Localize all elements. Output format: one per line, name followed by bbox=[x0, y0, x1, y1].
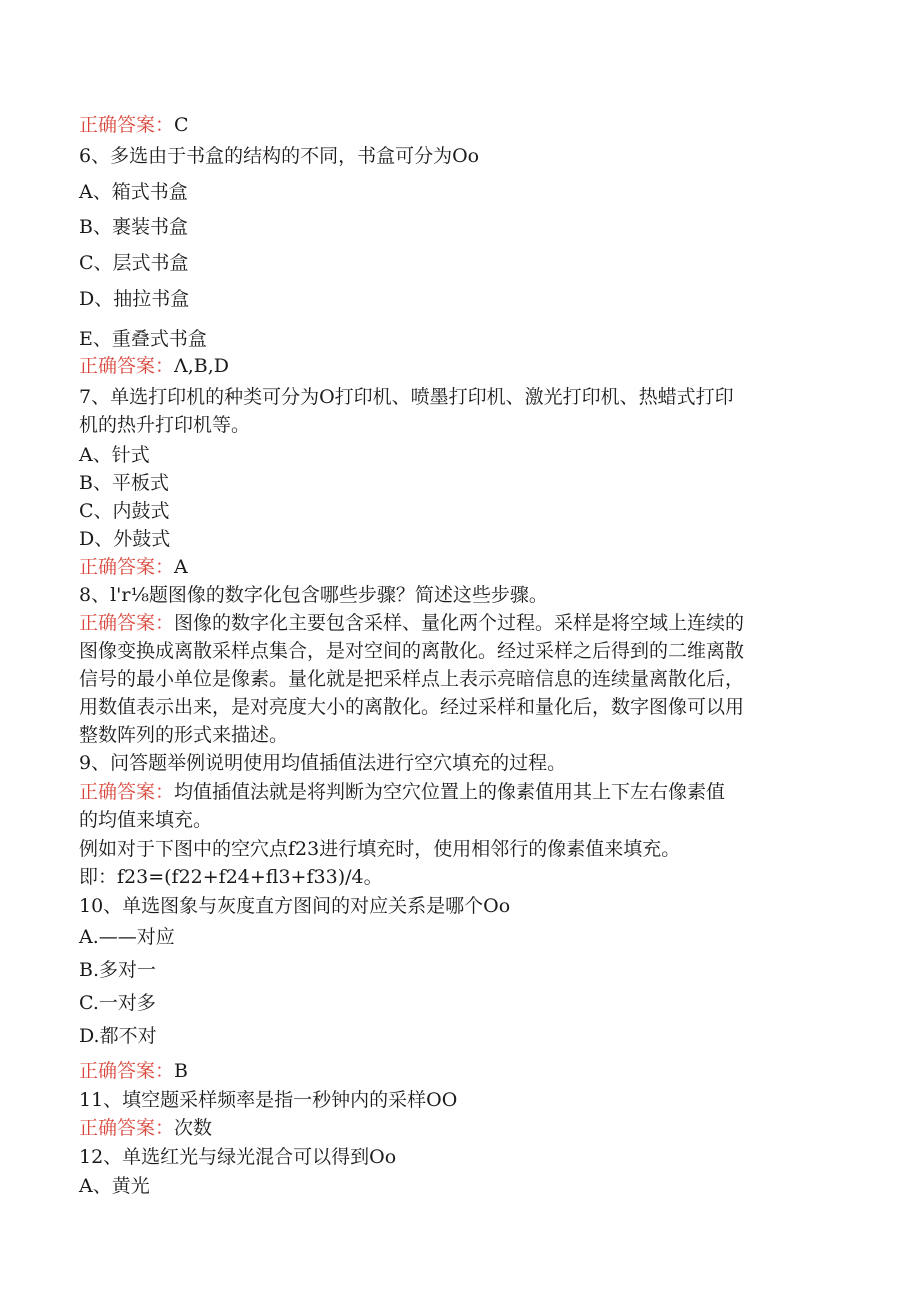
q6-option-b: B、裹装书盒 bbox=[79, 216, 188, 238]
q7-option-b: B、平板式 bbox=[79, 472, 169, 494]
q12-option-a: A、黄光 bbox=[79, 1175, 150, 1197]
q10-stem: 10、单选图象与灰度直方图间的对应关系是哪个Oo bbox=[79, 895, 511, 917]
answer-label: 正确答案： bbox=[79, 1117, 175, 1139]
q6-answer-line bbox=[79, 353, 229, 379]
q6-option-e: E、重叠式书盒 bbox=[79, 328, 207, 350]
q9-stem: 9、问答题举例说明使用均值插值法进行空穴填充的过程。 bbox=[79, 752, 567, 774]
q6-answer-value: Λ,B,D bbox=[174, 355, 230, 377]
q8-answer-line-1 bbox=[79, 610, 744, 636]
q6-option-d: D、抽拉书盒 bbox=[79, 288, 190, 310]
q7-option-a: A、针式 bbox=[79, 444, 150, 466]
q8-answer-line-4: 用数值表示出来，是对亮度大小的离散化。经过采样和量化后，数字图像可以用 bbox=[79, 696, 745, 718]
q7-option-c: C、内鼓式 bbox=[79, 500, 170, 522]
q10-answer-value: B bbox=[174, 1060, 188, 1082]
q9-answer-line-3: 例如对于下图中的空穴点f23进行填充时，使用相邻行的像素值来填充。 bbox=[79, 838, 681, 860]
q10-option-a: A.——对应 bbox=[79, 926, 175, 948]
q8-answer-line-2: 图像变换成离散采样点集合，是对空间的离散化。经过采样之后得到的二维离散 bbox=[79, 640, 745, 662]
q7-option-d: D、外鼓式 bbox=[79, 528, 171, 550]
answer-label: 正确答案： bbox=[79, 355, 175, 377]
q9-answer-line-4: 即：f23=(f22+f24+fl3+f33)/4。 bbox=[79, 866, 383, 888]
q7-stem-line-2: 机的热升打印机等。 bbox=[79, 414, 251, 436]
q9-answer-line-1 bbox=[79, 779, 725, 805]
answer-label: 正确答案： bbox=[79, 114, 175, 136]
q11-stem: 11、填空题采样频率是指一秒钟内的采样OO bbox=[79, 1089, 458, 1111]
q9-answer-line-2: 的均值来填充。 bbox=[79, 809, 213, 831]
q10-answer-line bbox=[79, 1058, 188, 1084]
answer-label: 正确答案： bbox=[79, 612, 175, 634]
answer-label: 正确答案： bbox=[79, 781, 175, 803]
q8-answer-text-1: 图像的数字化主要包含采样、量化两个过程。采样是将空域上连续的 bbox=[174, 612, 745, 634]
q10-option-d: D.都不对 bbox=[79, 1025, 157, 1047]
q6-option-c: C、层式书盒 bbox=[79, 252, 189, 274]
q8-answer-line-3: 信号的最小单位是像素。量化就是把采样点上表示亮暗信息的连续量离散化后， bbox=[79, 668, 745, 690]
answer-label: 正确答案： bbox=[79, 556, 175, 578]
q8-answer-line-5: 整数阵列的形式来描述。 bbox=[79, 724, 289, 746]
q9-answer-text-1: 均值插值法就是将判断为空穴位置上的像素值用其上下左右像素值 bbox=[174, 781, 726, 803]
q7-answer-value: A bbox=[174, 556, 188, 578]
q7-stem-line-1: 7、单选打印机的种类可分为O打印机、喷墨打印机、激光打印机、热蜡式打印 bbox=[79, 386, 734, 408]
q12-stem: 12、单选红光与绿光混合可以得到Oo bbox=[79, 1146, 397, 1168]
q6-option-a: A、箱式书盒 bbox=[79, 181, 188, 203]
q7-answer-line bbox=[79, 554, 188, 580]
q11-answer-value: 次数 bbox=[174, 1117, 213, 1139]
q6-stem: 6、多选由于书盒的结构的不同，书盒可分为Oo bbox=[79, 145, 480, 167]
q10-option-b: B.多对一 bbox=[79, 959, 157, 981]
answer-label: 正确答案： bbox=[79, 1060, 175, 1082]
q5-answer-line bbox=[79, 112, 189, 138]
q11-answer-line bbox=[79, 1115, 212, 1141]
q5-answer-value: C bbox=[174, 114, 189, 136]
q8-stem: 8、l'r⅛题图像的数字化包含哪些步骤？简述这些步骤。 bbox=[79, 584, 548, 606]
q10-option-c: C.一对多 bbox=[79, 992, 156, 1014]
